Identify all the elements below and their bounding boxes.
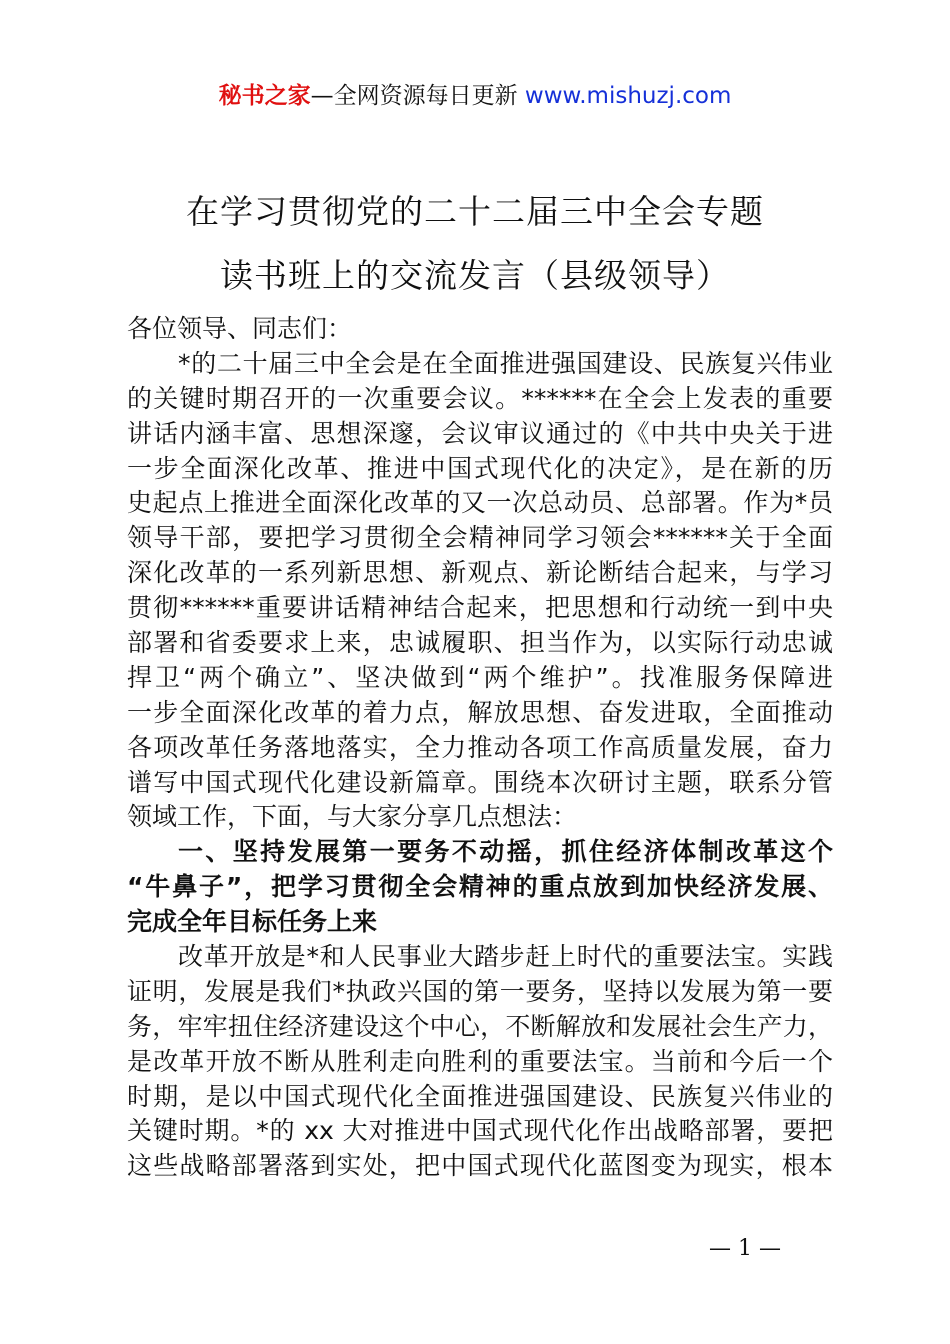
paragraph-line: 各项改革任务落地落实，全力推动各项工作高质量发展，奋力 — [127, 732, 833, 762]
paragraph-line: 讲话内涵丰富、思想深邃，会议审议通过的《中共中央关于进 — [127, 418, 833, 448]
paragraph-line: 关键时期。*的 xx 大对推进中国式现代化作出战略部署，要把 — [127, 1116, 833, 1146]
paragraph-line: *的二十届三中全会是在全面推进强国建设、民族复兴伟业 — [178, 348, 833, 378]
paragraph-line: 务，牢牢扭住经济建设这个中心，不断解放和发展社会生产力， — [127, 1011, 833, 1041]
paragraph-line: 深化改革的一系列新思想、新观点、新论断结合起来，与学习 — [127, 558, 833, 588]
paragraph-line: 领域工作，下面，与大家分享几点想法： — [127, 802, 578, 832]
paragraph-line: 领导干部，要把学习贯彻全会精神同学习领会******关于全面 — [127, 523, 833, 553]
paragraph-line: 史起点上推进全面深化改革的又一次总动员、总部署。作为*员 — [127, 488, 833, 518]
paragraph-line: 一步全面深化改革的着力点，解放思想、奋发进取，全面推动 — [127, 697, 833, 727]
paragraph-line: 贯彻******重要讲话精神结合起来，把思想和行动统一到中央 — [127, 593, 833, 623]
site-header — [0, 80, 950, 112]
document-title-line-1: 在学习贯彻党的二十二届三中全会专题 — [186, 192, 764, 231]
document-body — [127, 312, 833, 1184]
site-url-link[interactable]: www.mishuzj.com — [524, 83, 732, 109]
paragraph-line: 这些战略部署落到实处，把中国式现代化蓝图变为现实，根本 — [127, 1151, 833, 1181]
paragraph-line: 谱写中国式现代化建设新篇章。围绕本次研讨主题，联系分管 — [127, 767, 833, 797]
salutation: 各位领导、同志们： — [127, 314, 353, 343]
paragraph-line: 是改革开放不断从胜利走向胜利的重要法宝。当前和今后一个 — [127, 1046, 833, 1076]
brand-name: 秘书之家 — [218, 83, 311, 109]
section-heading-line: 完成全年目标任务上来 — [127, 907, 378, 937]
paragraph-line: 一步全面深化改革、推进中国式现代化的决定》，是在新的历 — [127, 453, 833, 483]
paragraph-line: 时期，是以中国式现代化全面推进强国建设、民族复兴伟业的 — [127, 1081, 833, 1111]
paragraph-line: 证明，发展是我们*执政兴国的第一要务，坚持以发展为第一要 — [127, 976, 833, 1006]
paragraph-line: 捍卫“两个确立”、坚决做到“两个维护”。找准服务保障进 — [127, 662, 833, 692]
paragraph-line: 的关键时期召开的一次重要会议。******在全会上发表的重要 — [127, 383, 833, 413]
section-heading-line: “牛鼻子”，把学习贯彻全会精神的重点放到加快经济发展、 — [127, 872, 833, 902]
paragraph-line: 部署和省委要求上来，忠诚履职、担当作为，以实际行动忠诚 — [127, 628, 833, 658]
document-title-line-2: 读书班上的交流发言（县级领导） — [220, 256, 730, 295]
paragraph-line: 改革开放是*和人民事业大踏步赶上时代的重要法宝。实践 — [178, 942, 833, 972]
page-number: — 1 — — [709, 1236, 781, 1261]
header-slogan: —全网资源每日更新 — [310, 83, 525, 109]
section-heading-line: 一、坚持发展第一要务不动摇，抓住经济体制改革这个 — [178, 837, 833, 867]
